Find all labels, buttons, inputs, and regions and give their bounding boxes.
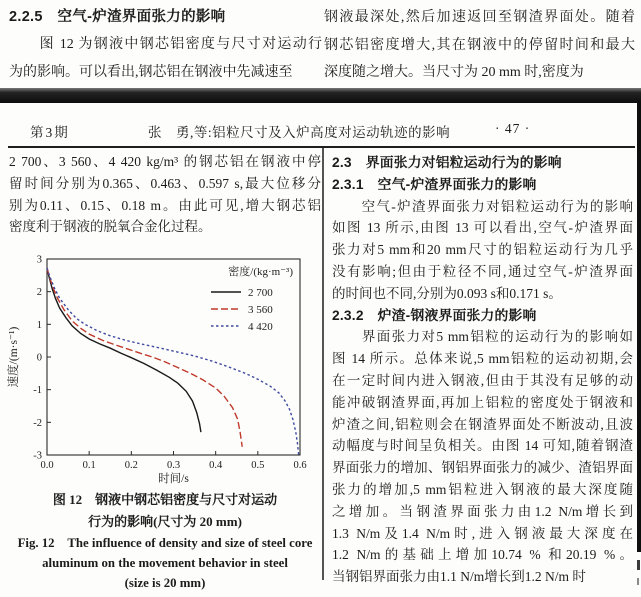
top-strip-left-column	[9, 4, 322, 86]
figure-12-caption-zh	[9, 489, 321, 532]
text-line: 界面张力的增加、钢铝界面张力的减少、渣铝界面	[332, 460, 633, 476]
text-line: 炉渣之间,铝粒则会在钢渣界面处不断波动,且波	[332, 416, 633, 432]
svg-text:0.1: 0.1	[82, 460, 96, 471]
right-paragraph-2	[332, 326, 633, 588]
caption-line: (size is 20 mm)	[124, 576, 206, 590]
running-header	[8, 114, 635, 148]
text-line: 1.2 N/m的基础上增加10.74 % 和20.19 %。	[332, 547, 633, 563]
page-separator-bar	[0, 88, 641, 103]
section-heading-2-3-1: 2.3.1 空气-炉渣界面张力的影响	[332, 176, 537, 192]
text-line: 钢芯铝密度增大,其在钢液中的停留时间和最大	[324, 37, 635, 53]
svg-text:时间/s: 时间/s	[158, 473, 189, 485]
caption-line: 行为的影响(尺寸为 20 mm)	[88, 513, 242, 529]
text-line: 留时间分别为0.365、0.463、0.597 s,最大位移分	[9, 175, 321, 191]
text-line: 别为0.11、0.15、0.18 m。由此可见,增大钢芯铝	[9, 197, 321, 213]
running-title: 张 勇,等:铝粒尺寸及入炉高度对运动轨迹的影响	[148, 125, 451, 140]
svg-text:0.4: 0.4	[209, 460, 223, 471]
text-line: 深度随之增大。当尺寸为 20 mm 时,密度为	[324, 65, 584, 80]
svg-text:1: 1	[36, 319, 42, 331]
text-line: 没有影响;但由于粒径不同,通过空气-炉渣界面	[332, 263, 633, 279]
svg-text:-3: -3	[33, 450, 42, 462]
svg-text:密度/(kg·m⁻³): 密度/(kg·m⁻³)	[228, 266, 293, 278]
left-column-paragraph	[9, 151, 321, 238]
text-line: 动幅度与时间呈负相关。由图 14 可知,随着钢渣	[332, 438, 633, 454]
svg-text:0.2: 0.2	[124, 460, 138, 471]
column-divider-line	[322, 148, 324, 580]
text-line: 界面张力对5 mm铝粒的运动行为的影响如	[332, 329, 633, 345]
svg-text:速度/(m·s⁻¹): 速度/(m·s⁻¹)	[8, 326, 20, 388]
caption-line: Fig. 12 The influence of density and size of steel core	[17, 536, 313, 550]
text-line: 1.3 N/m及1.4 N/m时,进入钢液最大深度在	[332, 525, 633, 541]
svg-text:4 420: 4 420	[248, 321, 273, 333]
svg-text:0.3: 0.3	[166, 460, 181, 471]
text-line: 图 12 为钢液中钢芯铝密度与尺寸对运动行	[9, 37, 322, 52]
svg-text:-1: -1	[33, 385, 42, 397]
top-strip-right-column	[324, 4, 635, 87]
caption-line: aluminum on the movement behavior in steel	[42, 556, 288, 570]
text-line: 图 14 所示。总体来说,5 mm铝粒的运动初期,会	[332, 351, 633, 367]
section-heading-2-3-2: 2.3.2 炉渣-钢液界面张力的影响	[332, 307, 537, 323]
svg-text:0.6: 0.6	[293, 460, 307, 471]
svg-text:3: 3	[36, 254, 42, 266]
page-number: · 47 ·	[495, 121, 531, 136]
right-edge-scan-line	[637, 100, 641, 552]
svg-text:2: 2	[36, 287, 42, 299]
text-line: 张力对5 mm和20 mm尺寸的铝粒运动行为几乎	[332, 242, 633, 258]
issue-label: 第3期	[30, 125, 70, 140]
svg-text:2 700: 2 700	[248, 287, 273, 299]
text-line: 钢液最深处,然后加速返回至钢渣界面处。随着	[324, 10, 635, 25]
series-3560	[47, 268, 242, 447]
right-column	[332, 152, 633, 588]
text-line: 能冲破钢渣界面,再加上铝粒的密度处于钢液和	[332, 394, 633, 410]
svg-text:0.5: 0.5	[251, 460, 265, 471]
text-line: 空气-炉渣界面张力对铝粒运动行为的影响	[332, 198, 633, 214]
text-line: 为的影响。可以看出,钢芯铝在钢液中先减速至	[9, 64, 293, 80]
scan-mark	[637, 560, 640, 570]
figure-12-chart	[6, 246, 321, 487]
section-heading-2-3: 2.3 界面张力对铝粒运动行为的影响	[332, 155, 562, 170]
scan-mark	[637, 578, 639, 585]
series-2700	[47, 268, 201, 432]
text-line: 的时间也不同,分别为0.093 s和0.171 s。	[332, 285, 562, 301]
right-paragraph-1	[332, 196, 633, 305]
figure-12-caption-en	[9, 533, 321, 593]
svg-text:0.0: 0.0	[40, 460, 54, 471]
text-line: 之增加。当钢渣界面张力由1.2 N/m增长到	[332, 503, 633, 519]
section-heading-2-2-5: 2.2.5 空气-炉渣界面张力的影响	[9, 9, 226, 25]
top-left-paragraph	[9, 31, 322, 86]
text-line: 张力的增加,5 mm铝粒进入钢液的最大深度随	[332, 481, 633, 497]
svg-text:-2: -2	[33, 417, 42, 429]
text-line: 在一定时间内进入钢液,但由于其没有足够的动	[332, 372, 633, 388]
caption-line: 图 12 钢液中钢芯铝密度与尺寸对运动	[52, 492, 278, 507]
top-right-paragraph	[324, 4, 635, 87]
text-line: 2 700、3 560、4 420 kg/m³ 的钢芯铝在钢液中停	[9, 154, 321, 169]
text-line: 密度利于钢液的脱氧合金化过程。	[9, 219, 212, 235]
text-line: 当钢铝界面张力由1.1 N/m增长到1.2 N/m 时	[332, 569, 586, 585]
svg-text:3 560: 3 560	[248, 304, 273, 316]
text-line: 如图 13 所示,由图 13 可以看出,空气-炉渣界面	[332, 220, 633, 236]
svg-text:0: 0	[36, 352, 42, 364]
